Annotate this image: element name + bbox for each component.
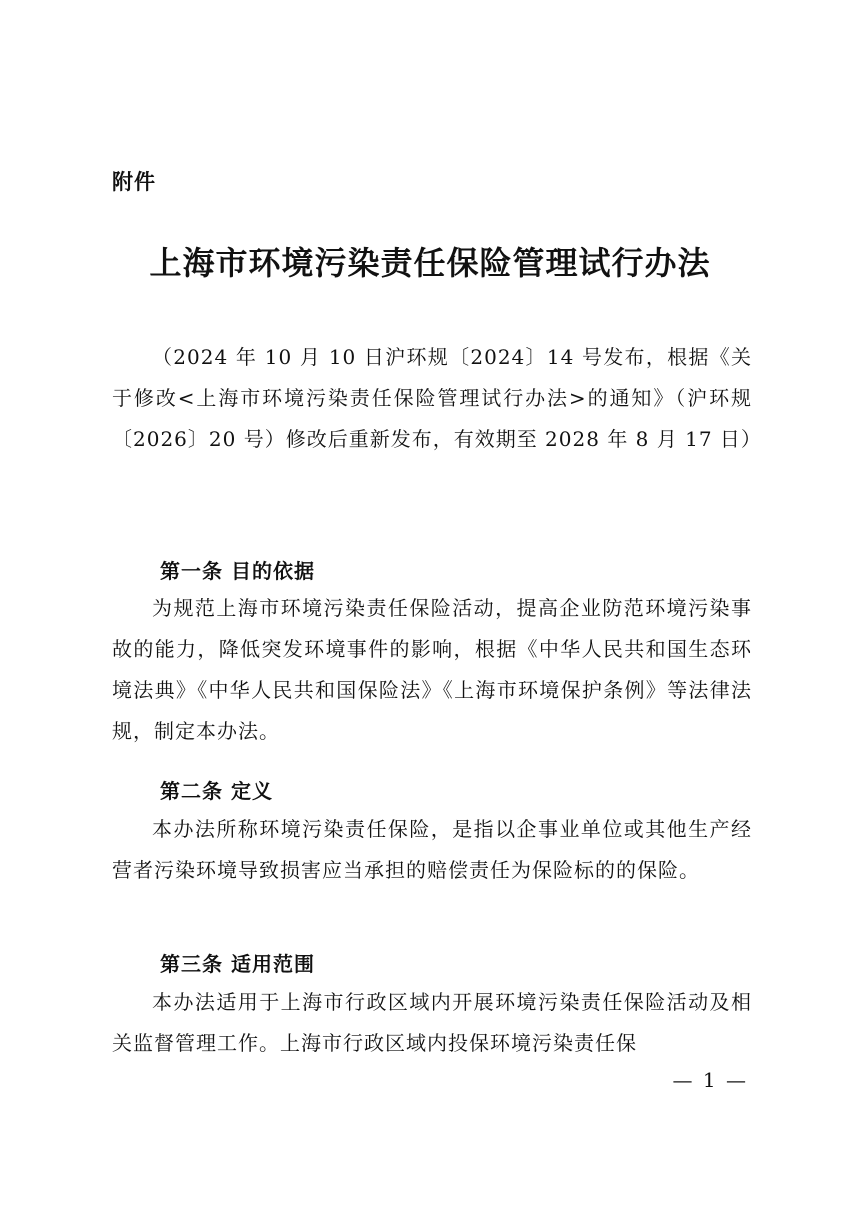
article-2-text: 本办法所称环境污染责任保险，是指以企事业单位或其他生产经营者污染环境导致损害应当承担的赔偿责任为保险标的的保险。 [112, 817, 752, 882]
document-title: 上海市环境污染责任保险管理试行办法 [149, 244, 711, 282]
article-1-heading: 第一条 目的依据 [160, 559, 315, 583]
page-number: — 1 — [672, 1068, 748, 1092]
article-3-text: 本办法适用于上海市行政区域内开展环境污染责任保险活动及相关监督管理工作。上海市行政区域内投保环境污染责任保 [112, 990, 752, 1055]
issuance-note: （2024 年 10 月 10 日沪环规〔2024〕14 号发布，根据《关于修改<上海市环境污染责任保险管理试行办法>的通知》（沪环规〔2026〕20 号）修改后重新发布，有效期至 2028 年 8 月 17 日） [112, 345, 762, 451]
article-3-heading: 第三条 适用范围 [160, 952, 315, 976]
attachment-label: 附件 [112, 170, 156, 194]
article-2-heading: 第二条 定义 [160, 779, 273, 803]
article-1-text: 为规范上海市环境污染责任保险活动，提高企业防范环境污染事故的能力，降低突发环境事件的影响，根据《中华人民共和国生态环境法典》《中华人民共和国保险法》《上海市环境保护条例》等法律法规，制定本办法。 [112, 596, 752, 743]
